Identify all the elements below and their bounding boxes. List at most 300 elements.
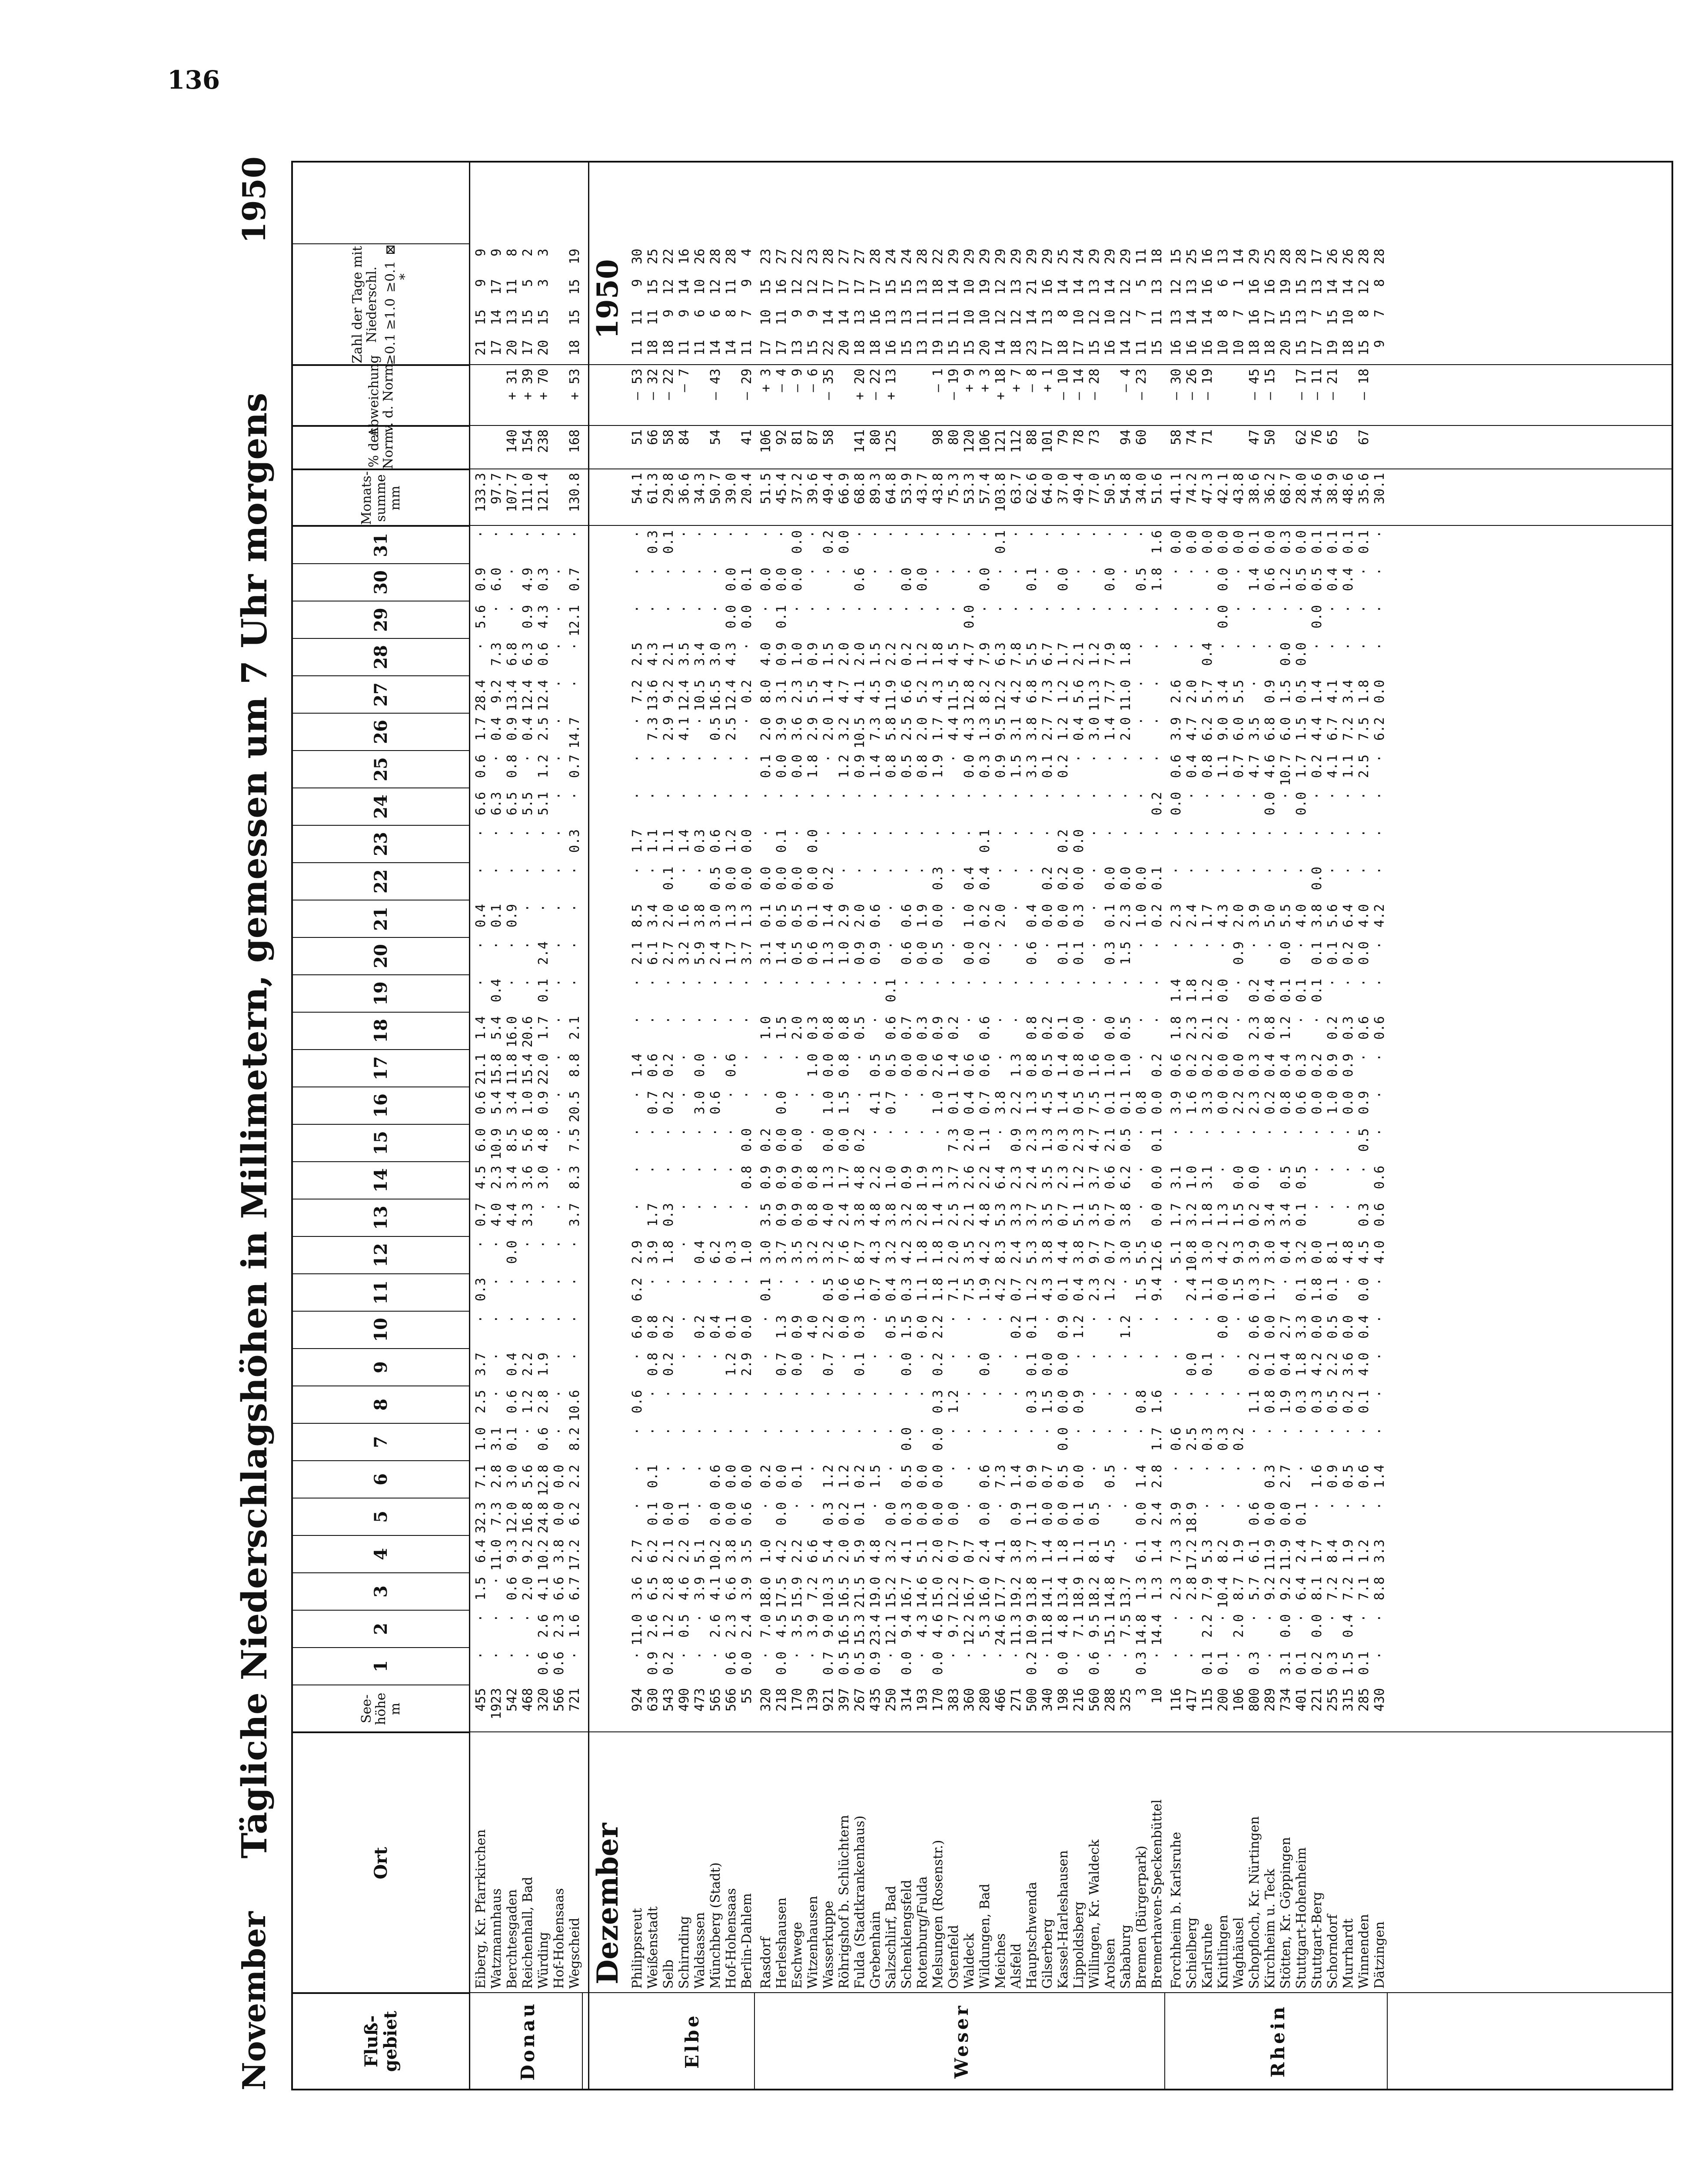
percent-norm-cell: 141: [852, 429, 867, 453]
monthly-sum-cell: 34.3: [692, 473, 708, 505]
daily-value: ·: [1372, 605, 1387, 613]
daily-value: 2.6: [536, 1614, 551, 1638]
place-name: Wasserkuppe: [821, 1901, 836, 1989]
daily-value: 0.0: [1294, 792, 1309, 816]
daily-value: 3.5: [790, 1240, 805, 1264]
daily-value: 0.0: [962, 754, 977, 778]
daily-value: 23.4: [868, 1614, 883, 1646]
daily-value: 1.1: [1024, 1502, 1040, 1526]
days-count-cell: 8: [1372, 279, 1387, 287]
daily-value: ·: [1009, 1651, 1024, 1660]
daily-value: 2.0: [821, 717, 836, 741]
deviation-cell: — 22: [868, 369, 883, 400]
elevation-cell: 430: [1372, 1688, 1387, 1712]
daily-value: 2.4: [708, 941, 723, 965]
daily-value: ·: [1134, 941, 1149, 950]
daily-value: 3.5: [677, 642, 692, 666]
daily-value: ·: [1169, 605, 1184, 613]
daily-value: 4.1: [868, 1091, 883, 1115]
daily-value: ·: [724, 530, 739, 538]
days-count-cell: 9: [805, 309, 821, 318]
daily-value: 0.7: [962, 1539, 977, 1563]
daily-value: 3.5: [962, 1240, 977, 1264]
daily-value: 2.7: [1278, 1465, 1293, 1489]
daily-value: ·: [946, 867, 961, 875]
daily-value: ·: [536, 530, 551, 538]
daily-value: ·: [1263, 829, 1278, 837]
daily-value: 2.2: [1231, 1091, 1246, 1115]
daily-value: ·: [1087, 754, 1102, 763]
deviation-cell: + 13: [884, 369, 899, 400]
percent-norm-cell: 50: [1263, 429, 1278, 445]
daily-value: 1.7: [930, 717, 946, 741]
place-name: Waldeck: [962, 1933, 977, 1989]
daily-value: ·: [930, 605, 946, 613]
deviation-cell: — 17: [1294, 369, 1309, 400]
daily-value: 1.3: [1134, 1577, 1149, 1601]
elevation-cell: 435: [868, 1688, 883, 1712]
daily-value: 1.8: [1150, 568, 1165, 591]
daily-value: 0.9: [536, 1091, 551, 1115]
daily-value: ·: [1087, 568, 1102, 576]
days-count-cell: 26: [1325, 249, 1340, 265]
days-count-cell: 24: [884, 249, 899, 265]
daily-value: ·: [1150, 829, 1165, 837]
daily-value: 0.0: [774, 1091, 789, 1115]
percent-norm-cell: 71: [1200, 429, 1215, 445]
daily-value: ·: [1294, 1016, 1309, 1024]
daily-value: ·: [677, 1278, 692, 1286]
daily-value: 2.1: [630, 941, 645, 965]
daily-value: ·: [993, 1128, 1008, 1136]
daily-value: 15.1: [1103, 1614, 1118, 1646]
daily-value: ·: [1341, 1502, 1356, 1510]
daily-value: ·: [1040, 941, 1055, 950]
daily-value: 3.2: [805, 1240, 821, 1264]
daily-value: 2.4: [1294, 1539, 1309, 1563]
daily-value: 8.2: [1216, 1539, 1231, 1563]
daily-value: ·: [1134, 1427, 1149, 1435]
days-count-cell: 14: [1056, 279, 1071, 295]
daily-value: ·: [505, 979, 520, 987]
daily-value: ·: [1134, 680, 1149, 688]
daily-value: 0.3: [567, 829, 582, 853]
daily-value: 0.0: [739, 1651, 754, 1675]
daily-value: ·: [1087, 1016, 1102, 1024]
daily-value: 0.0: [774, 568, 789, 591]
daily-value: 0.4: [1184, 754, 1200, 778]
daily-value: ·: [692, 717, 708, 725]
place-name: Hauptschwenda: [1024, 1882, 1040, 1989]
daily-value: ·: [1372, 1278, 1387, 1286]
deviation-cell: — 32: [645, 369, 661, 400]
daily-value: 0.0: [1231, 530, 1246, 554]
daily-value: 7.5: [1356, 717, 1372, 741]
days-count-cell: 17: [489, 340, 504, 356]
daily-value: 0.6: [645, 1053, 661, 1077]
daily-value: ·: [536, 1315, 551, 1323]
daily-value: 2.5: [1184, 1427, 1200, 1451]
daily-value: 4.8: [868, 1203, 883, 1227]
days-count-cell: 15: [567, 309, 582, 326]
daily-value: ·: [489, 1315, 504, 1323]
daily-value: ·: [1231, 792, 1246, 800]
place-name: Wildungen, Bad: [977, 1884, 993, 1989]
table-row: [1040, 163, 1056, 2089]
daily-value: ·: [536, 1203, 551, 1211]
daily-value: ·: [1231, 1651, 1246, 1660]
daily-value: ·: [677, 1651, 692, 1660]
daily-value: 8.1: [1325, 1240, 1340, 1264]
daily-value: 0.6: [837, 1278, 852, 1302]
header-percent-norm: % der Norm.: [293, 426, 469, 469]
days-count-cell: 11: [630, 340, 645, 356]
daily-value: ·: [930, 792, 946, 800]
daily-value: 4.2: [774, 1539, 789, 1563]
monthly-sum-cell: 54.1: [630, 473, 645, 505]
header-day: 26: [293, 713, 469, 750]
daily-value: ·: [630, 1091, 645, 1099]
daily-value: ·: [1150, 680, 1165, 688]
daily-value: ·: [1169, 1128, 1184, 1136]
daily-value: 0.1: [1150, 1128, 1165, 1152]
daily-value: ·: [1356, 1053, 1372, 1062]
daily-value: 0.0: [790, 754, 805, 778]
daily-value: 0.2: [661, 1053, 676, 1077]
daily-value: 0.6: [977, 1465, 993, 1489]
daily-value: ·: [1341, 1128, 1356, 1136]
monthly-sum-cell: 39.6: [805, 473, 821, 505]
daily-value: 2.7: [1040, 717, 1055, 741]
daily-value: 1.7: [837, 1166, 852, 1190]
daily-value: 1.5: [1294, 717, 1309, 741]
daily-value: 5.3: [1024, 1240, 1040, 1264]
daily-value: 10.8: [1184, 1240, 1200, 1272]
monthly-sum-cell: 43.7: [915, 473, 930, 505]
daily-value: ·: [1009, 829, 1024, 837]
daily-value: 3.0: [692, 1091, 708, 1115]
days-count-cell: 16: [1247, 309, 1262, 326]
daily-value: ·: [630, 1465, 645, 1473]
daily-value: 1.1: [1071, 1539, 1087, 1563]
daily-value: 2.3: [1118, 904, 1133, 928]
header-elevation: See-höhe m: [293, 1685, 469, 1732]
daily-value: ·: [630, 792, 645, 800]
daily-value: ·: [1087, 941, 1102, 950]
daily-value: ·: [552, 1166, 567, 1174]
daily-value: 0.0: [915, 1053, 930, 1077]
daily-value: 0.0: [1216, 605, 1231, 629]
daily-value: 2.5: [946, 1203, 961, 1227]
daily-value: 20.5: [567, 1091, 582, 1123]
daily-value: 12.4: [520, 680, 535, 711]
daily-value: ·: [567, 530, 582, 538]
daily-value: ·: [1341, 792, 1356, 800]
daily-value: 2.9: [630, 1240, 645, 1264]
daily-value: ·: [977, 1390, 993, 1398]
daily-value: 0.5: [1056, 1465, 1071, 1489]
daily-value: 1.8: [1118, 642, 1133, 666]
header-monthly-sum: Monats-summe mm: [293, 469, 469, 526]
daily-value: 4.1: [677, 717, 692, 741]
daily-value: ·: [1356, 829, 1372, 837]
monthly-sum-cell: 51.5: [758, 473, 774, 505]
daily-value: ·: [724, 1166, 739, 1174]
place-name: Würding: [536, 1932, 551, 1989]
daily-value: 3.4: [692, 642, 708, 666]
daily-value: ·: [962, 568, 977, 576]
daily-value: ·: [692, 568, 708, 576]
daily-value: 0.5: [1118, 1016, 1133, 1040]
daily-value: 14.6: [915, 1577, 930, 1608]
daily-value: 3.0: [758, 1240, 774, 1264]
daily-value: ·: [1341, 979, 1356, 987]
daily-value: 13.4: [505, 680, 520, 711]
daily-value: 0.2: [1024, 1651, 1040, 1675]
elevation-cell: 288: [1103, 1688, 1118, 1712]
daily-value: ·: [930, 979, 946, 987]
daily-value: 0.6: [977, 1053, 993, 1077]
daily-value: ·: [520, 1427, 535, 1435]
days-count-cell: 9: [489, 249, 504, 257]
percent-norm-cell: 54: [708, 429, 723, 445]
daily-value: 0.0: [1071, 1016, 1087, 1040]
daily-value: 3.9: [1169, 1502, 1184, 1526]
daily-value: 0.4: [884, 1278, 899, 1302]
daily-value: ·: [868, 1016, 883, 1024]
daily-value: ·: [1263, 1166, 1278, 1174]
daily-value: 3.1: [774, 680, 789, 704]
daily-value: 1.7: [1169, 1203, 1184, 1227]
daily-value: 0.0: [1040, 1502, 1055, 1526]
daily-value: 0.9: [1009, 1128, 1024, 1152]
daily-value: 0.1: [1341, 530, 1356, 554]
daily-value: ·: [1009, 867, 1024, 875]
percent-norm-cell: 106: [977, 429, 993, 453]
daily-value: ·: [1134, 1203, 1149, 1211]
daily-value: 0.1: [758, 754, 774, 778]
daily-value: 4.3: [536, 605, 551, 629]
days-count-cell: 14: [1325, 279, 1340, 295]
daily-value: ·: [1216, 1502, 1231, 1510]
daily-value: ·: [473, 941, 488, 950]
daily-value: 0.9: [774, 1166, 789, 1190]
daily-value: 4.3: [1040, 1278, 1055, 1302]
daily-value: 2.9: [739, 1352, 754, 1376]
daily-value: ·: [1134, 717, 1149, 725]
daily-value: ·: [1263, 1427, 1278, 1435]
daily-value: 1.9: [930, 754, 946, 778]
daily-value: ·: [692, 867, 708, 875]
daily-value: ·: [567, 792, 582, 800]
daily-value: 2.2: [1325, 1352, 1340, 1376]
days-count-cell: 17: [758, 340, 774, 356]
monthly-sum-cell: 57.4: [977, 473, 993, 505]
monthly-sum-cell: 62.6: [1024, 473, 1040, 505]
daily-value: ·: [1056, 979, 1071, 987]
daily-value: 3.1: [489, 1427, 504, 1451]
daily-value: 4.7: [1184, 717, 1200, 741]
daily-value: 7.3: [645, 717, 661, 741]
daily-value: ·: [739, 1203, 754, 1211]
daily-value: 2.6: [930, 1053, 946, 1077]
daily-value: 2.2: [884, 642, 899, 666]
river-label: Weser: [758, 1993, 1165, 2089]
deviation-cell: — 43: [708, 369, 723, 400]
deviation-cell: — 9: [790, 369, 805, 392]
daily-value: 0.7: [884, 1091, 899, 1115]
daily-value: 6.5: [645, 1577, 661, 1601]
daily-value: 1.6: [1150, 1390, 1165, 1414]
daily-value: 7.2: [1325, 1577, 1340, 1601]
header-day: 22: [293, 862, 469, 900]
monthly-sum-cell: 36.6: [677, 473, 692, 505]
daily-value: 1.3: [1040, 1128, 1055, 1152]
daily-value: 1.4: [1169, 979, 1184, 1003]
daily-value: 3.0: [536, 1166, 551, 1190]
days-count-cell: 14: [1024, 309, 1040, 326]
days-count-cell: 3: [536, 279, 551, 287]
daily-value: 0.1: [1056, 941, 1071, 965]
daily-value: 0.1: [1309, 979, 1325, 1003]
daily-value: ·: [1103, 1427, 1118, 1435]
daily-value: 8.2: [567, 1427, 582, 1451]
percent-norm-cell: 125: [884, 429, 899, 453]
daily-value: ·: [1309, 829, 1325, 837]
daily-value: 0.0: [899, 1352, 914, 1376]
daily-value: ·: [692, 1502, 708, 1510]
days-count-cell: 13: [505, 309, 520, 326]
daily-value: ·: [1071, 1352, 1087, 1361]
daily-value: 5.5: [1231, 680, 1246, 704]
place-name: Kirchheim u. Teck: [1263, 1869, 1278, 1989]
daily-value: 1.4: [946, 1053, 961, 1077]
daily-value: 8.5: [630, 904, 645, 928]
daily-value: 0.9: [1071, 1390, 1087, 1414]
daily-value: ·: [1087, 1315, 1102, 1323]
daily-value: 1.2: [837, 1465, 852, 1489]
daily-value: 1.6: [567, 1614, 582, 1638]
daily-value: 0.0: [930, 1427, 946, 1451]
daily-value: 5.1: [692, 1539, 708, 1563]
daily-value: 9.0: [1216, 717, 1231, 741]
daily-value: 3.0: [1263, 1240, 1278, 1264]
daily-value: ·: [677, 1315, 692, 1323]
place-name: Murrhardt: [1341, 1918, 1356, 1989]
daily-value: 5.5: [520, 792, 535, 816]
daily-value: ·: [1009, 605, 1024, 613]
daily-value: ·: [805, 1091, 821, 1099]
daily-value: 9.5: [1087, 1614, 1102, 1638]
percent-norm-cell: 101: [1040, 429, 1055, 453]
daily-value: ·: [1372, 979, 1387, 987]
daily-value: ·: [1325, 829, 1340, 837]
daily-value: 3.5: [739, 1539, 754, 1563]
daily-value: ·: [837, 568, 852, 576]
header-day: 27: [293, 675, 469, 713]
daily-value: 6.0: [473, 1128, 488, 1152]
daily-value: 19.0: [868, 1577, 883, 1608]
daily-value: 4.8: [852, 1166, 867, 1190]
daily-value: 0.5: [708, 717, 723, 741]
daily-value: 0.3: [899, 1502, 914, 1526]
days-count-cell: 19: [567, 249, 582, 265]
daily-value: ·: [884, 1427, 899, 1435]
daily-value: ·: [962, 1502, 977, 1510]
daily-value: 5.6: [1325, 904, 1340, 928]
daily-value: 0.0: [1184, 530, 1200, 554]
daily-value: ·: [708, 979, 723, 987]
daily-value: ·: [1200, 1465, 1215, 1473]
table-row: [1200, 163, 1216, 2089]
daily-value: 14.4: [1150, 1614, 1165, 1646]
daily-value: 0.0: [692, 1053, 708, 1077]
daily-value: 2.2: [790, 1539, 805, 1563]
daily-value: ·: [567, 1240, 582, 1249]
table-row: [837, 163, 852, 2089]
daily-value: 1.2: [1118, 1315, 1133, 1339]
daily-value: ·: [520, 1315, 535, 1323]
daily-value: ·: [1040, 1651, 1055, 1660]
place-name: Wegscheid: [567, 1917, 582, 1989]
monthly-sum-cell: 38.6: [1247, 473, 1262, 505]
place-name: Bremerhaven-Speckenbüttel: [1150, 1799, 1165, 1989]
daily-value: 5.8: [884, 717, 899, 741]
daily-value: 3.4: [505, 1091, 520, 1115]
daily-value: 15.3: [852, 1614, 867, 1646]
daily-value: 0.0: [930, 1502, 946, 1526]
daily-value: 7.7: [1103, 680, 1118, 704]
header-day: 23: [293, 825, 469, 862]
monthly-sum-cell: 66.9: [837, 473, 852, 505]
days-count-cell: 20: [977, 340, 993, 356]
daily-value: 3.5: [758, 1203, 774, 1227]
table-row: [899, 163, 915, 2089]
daily-value: 0.6: [536, 1427, 551, 1451]
daily-value: ·: [1325, 1128, 1340, 1136]
days-count-cell: 15: [758, 279, 774, 295]
daily-value: ·: [1087, 829, 1102, 837]
daily-value: ·: [692, 605, 708, 613]
daily-value: 0.0: [821, 1053, 836, 1077]
daily-value: 0.0: [1309, 1240, 1325, 1264]
percent-norm-cell: 120: [962, 429, 977, 453]
elevation-cell: 543: [661, 1688, 676, 1712]
daily-value: 2.4: [739, 1614, 754, 1638]
daily-value: 7.5: [567, 1128, 582, 1152]
daily-value: 12.8: [536, 1465, 551, 1496]
table-row: [739, 163, 755, 2089]
daily-value: ·: [552, 1091, 567, 1099]
daily-value: 0.1: [1103, 904, 1118, 928]
daily-value: 4.8: [1056, 1614, 1071, 1638]
daily-value: 2.2: [677, 1539, 692, 1563]
daily-value: 6.8: [1024, 680, 1040, 704]
daily-value: ·: [1009, 904, 1024, 912]
daily-value: 2.6: [1169, 680, 1184, 704]
daily-value: 0.5: [1134, 568, 1149, 591]
daily-value: ·: [946, 605, 961, 613]
daily-value: ·: [993, 867, 1008, 875]
daily-value: ·: [630, 568, 645, 576]
daily-value: ·: [708, 530, 723, 538]
daily-value: 0.1: [724, 1315, 739, 1339]
daily-value: 0.0: [1263, 1502, 1278, 1526]
daily-value: ·: [1087, 530, 1102, 538]
daily-value: ·: [1024, 530, 1040, 538]
daily-value: 24.6: [993, 1614, 1008, 1646]
daily-value: ·: [1325, 1203, 1340, 1211]
